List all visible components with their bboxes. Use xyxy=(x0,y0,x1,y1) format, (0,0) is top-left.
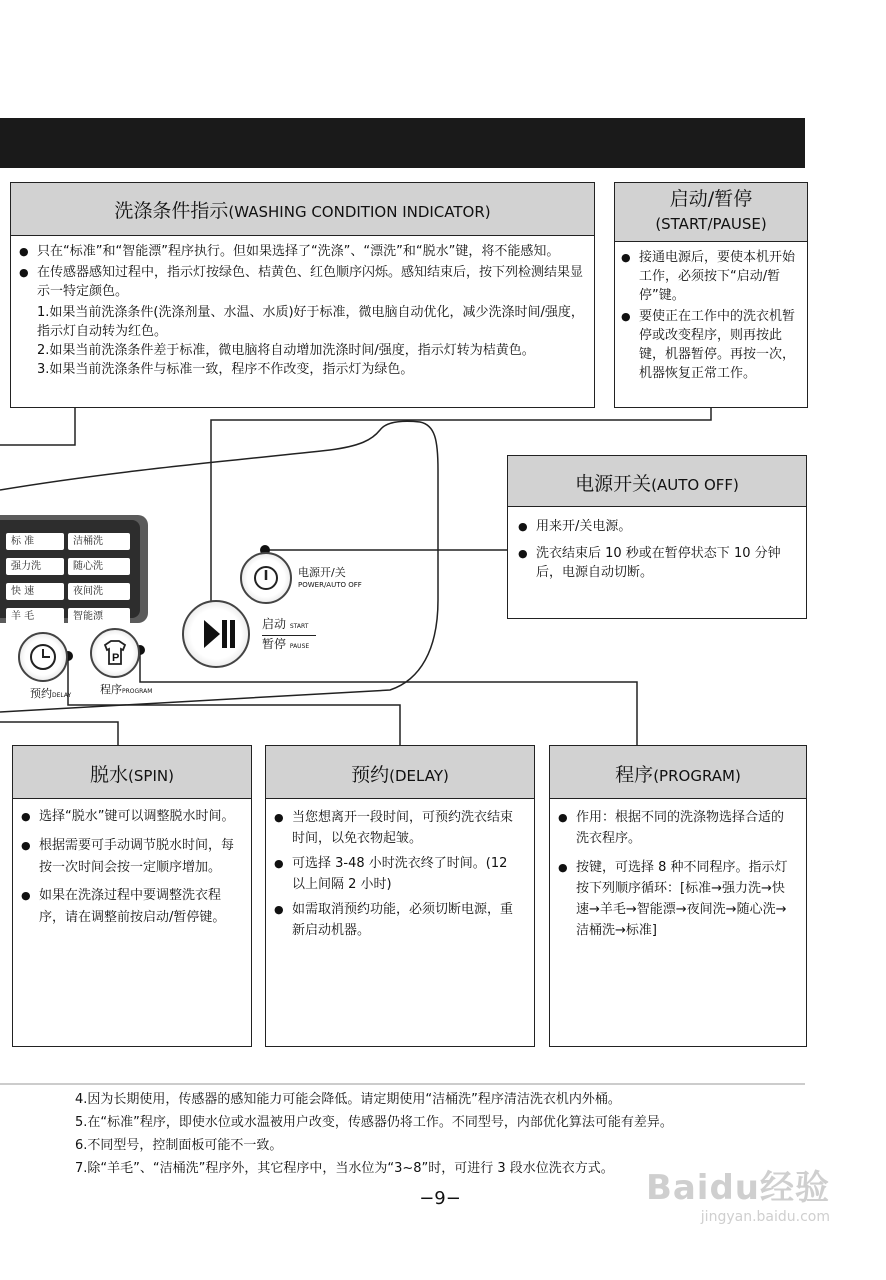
spin-box xyxy=(12,745,252,1047)
washing-indicator-title: 洗涤条件指示(WASHING CONDITION INDICATOR) xyxy=(11,183,594,236)
program-key-heavy[interactable]: 强力洗 xyxy=(6,558,64,575)
footnote: 5.在“标准”程序，即使水位或水温被用户改变，传感器仍将工作。不同型号，内部优化算法可能有差异。 xyxy=(75,1115,673,1130)
shirt-icon xyxy=(92,630,138,676)
program-key-smart-rinse[interactable]: 智能漂 xyxy=(68,608,130,625)
start-pause-bullet: ● 接通电源后，要使本机开始工作，必须按下“启动/暂停”键。 xyxy=(619,248,799,305)
footnote: 7.除“羊毛”、“洁桶洗”程序外，其它程序中，当水位为“3~8”时，可进行 3 段水位洗衣方式。 xyxy=(75,1161,614,1176)
play-pause-icon xyxy=(184,602,248,666)
program-title: 程序(PROGRAM) xyxy=(550,746,806,799)
power-label: 电源开/关 POWER/AUTO OFF xyxy=(298,566,362,589)
start-pause-title: 启动/暂停 (START/PAUSE) xyxy=(615,183,807,242)
start-pause-box xyxy=(614,182,808,408)
svg-text:P: P xyxy=(112,652,120,664)
program-key-wool[interactable]: 羊 毛 xyxy=(6,608,64,625)
washing-indicator-bullet: ● 只在“标准”和“智能漂”程序执行。但如果选择了“洗涤”、“漂洗”和“脱水”键，将不能感知。 xyxy=(17,242,584,261)
power-button[interactable] xyxy=(240,552,292,604)
program-key-standard[interactable]: 标 准 xyxy=(6,533,64,550)
footnotes xyxy=(75,1088,815,1180)
program-box xyxy=(549,745,807,1047)
start-pause-label: 启动 START 暂停 PAUSE xyxy=(262,616,316,655)
delay-button[interactable] xyxy=(18,632,68,682)
program-bullet: ● 按键，可选择 8 种不同程序。指示灯按下列顺序循环：[标准→强力洗→快速→羊毛→智能漂→夜间洗→随心洗→洁桶洗→标准] xyxy=(556,857,794,941)
power-icon xyxy=(242,554,290,602)
start-pause-bullet: ● 要使正在工作中的洗衣机暂停或改变程序，则再按此键，机器暂停。再按一次，机器恢复正常工作。 xyxy=(619,307,799,383)
washing-indicator-box xyxy=(10,182,595,408)
program-button[interactable] xyxy=(90,628,140,678)
power-box xyxy=(507,455,807,619)
program-bullet: ● 作用：根据不同的洗涤物选择合适的洗衣程序。 xyxy=(556,807,794,849)
power-bullet: ● 洗衣结束后 10 秒或在暂停状态下 10 分钟后，电源自动切断。 xyxy=(516,544,794,582)
footnote: 4.因为长期使用，传感器的感知能力可能会降低。请定期使用“洁桶洗”程序清洁洗衣机内外桶。 xyxy=(75,1092,621,1107)
power-bullet: ● 用来开/关电源。 xyxy=(516,517,794,536)
program-display-panel xyxy=(0,515,148,623)
spin-bullet: ● 如果在洗涤过程中要调整洗衣程序，请在调整前按启动/暂停键。 xyxy=(19,885,239,929)
baidu-watermark: Baidu经验 jingyan.baidu.com xyxy=(645,1168,830,1225)
washing-indicator-item: 1.如果当前洗涤条件(洗涤剂量、水温、水质)好于标准，微电脑自动优化，减少洗涤时间/强度，指示灯自动转为红色。 xyxy=(37,305,584,339)
footnote: 6.不同型号，控制面板可能不一致。 xyxy=(75,1138,283,1153)
clock-icon xyxy=(20,634,66,680)
delay-bullet: ● 可选择 3-48 小时洗衣终了时间。(12 以上间隔 2 小时) xyxy=(272,853,522,895)
program-key-custom[interactable]: 随心洗 xyxy=(68,558,130,575)
washing-indicator-item: 3.如果当前洗涤条件与标准一致，程序不作改变，指示灯为绿色。 xyxy=(37,362,414,377)
washing-indicator-bullet: ● 在传感器感知过程中，指示灯按绿色、桔黄色、红色顺序闪烁。感知结束后，按下列检测结果显示一特定颜色。 xyxy=(17,263,584,301)
spin-title: 脱水(SPIN) xyxy=(13,746,251,799)
program-label: 程序PROGRAM xyxy=(100,683,153,696)
delay-bullet: ● 如需取消预约功能，必须切断电源，重新启动机器。 xyxy=(272,899,522,941)
page-number: −9− xyxy=(419,1188,461,1209)
washing-indicator-item: 2.如果当前洗涤条件差于标准，微电脑将自动增加洗涤时间/强度，指示灯转为桔黄色。 xyxy=(37,343,535,358)
program-key-quick[interactable]: 快 速 xyxy=(6,583,64,600)
spin-bullet: ● 根据需要可手动调节脱水时间，每按一次时间会按一定顺序增加。 xyxy=(19,835,239,879)
start-pause-button[interactable] xyxy=(182,600,250,668)
power-title: 电源开关(AUTO OFF) xyxy=(508,456,806,507)
spin-bullet: ● 选择“脱水”键可以调整脱水时间。 xyxy=(19,805,239,829)
delay-title: 预约(DELAY) xyxy=(266,746,534,799)
delay-label: 预约DELAY xyxy=(30,687,72,700)
program-key-tub-clean[interactable]: 洁桶洗 xyxy=(68,533,130,550)
delay-box xyxy=(265,745,535,1047)
program-key-grid xyxy=(6,529,142,625)
program-key-night[interactable]: 夜间洗 xyxy=(68,583,130,600)
delay-bullet: ● 当您想离开一段时间，可预约洗衣结束时间，以免衣物起皱。 xyxy=(272,807,522,849)
